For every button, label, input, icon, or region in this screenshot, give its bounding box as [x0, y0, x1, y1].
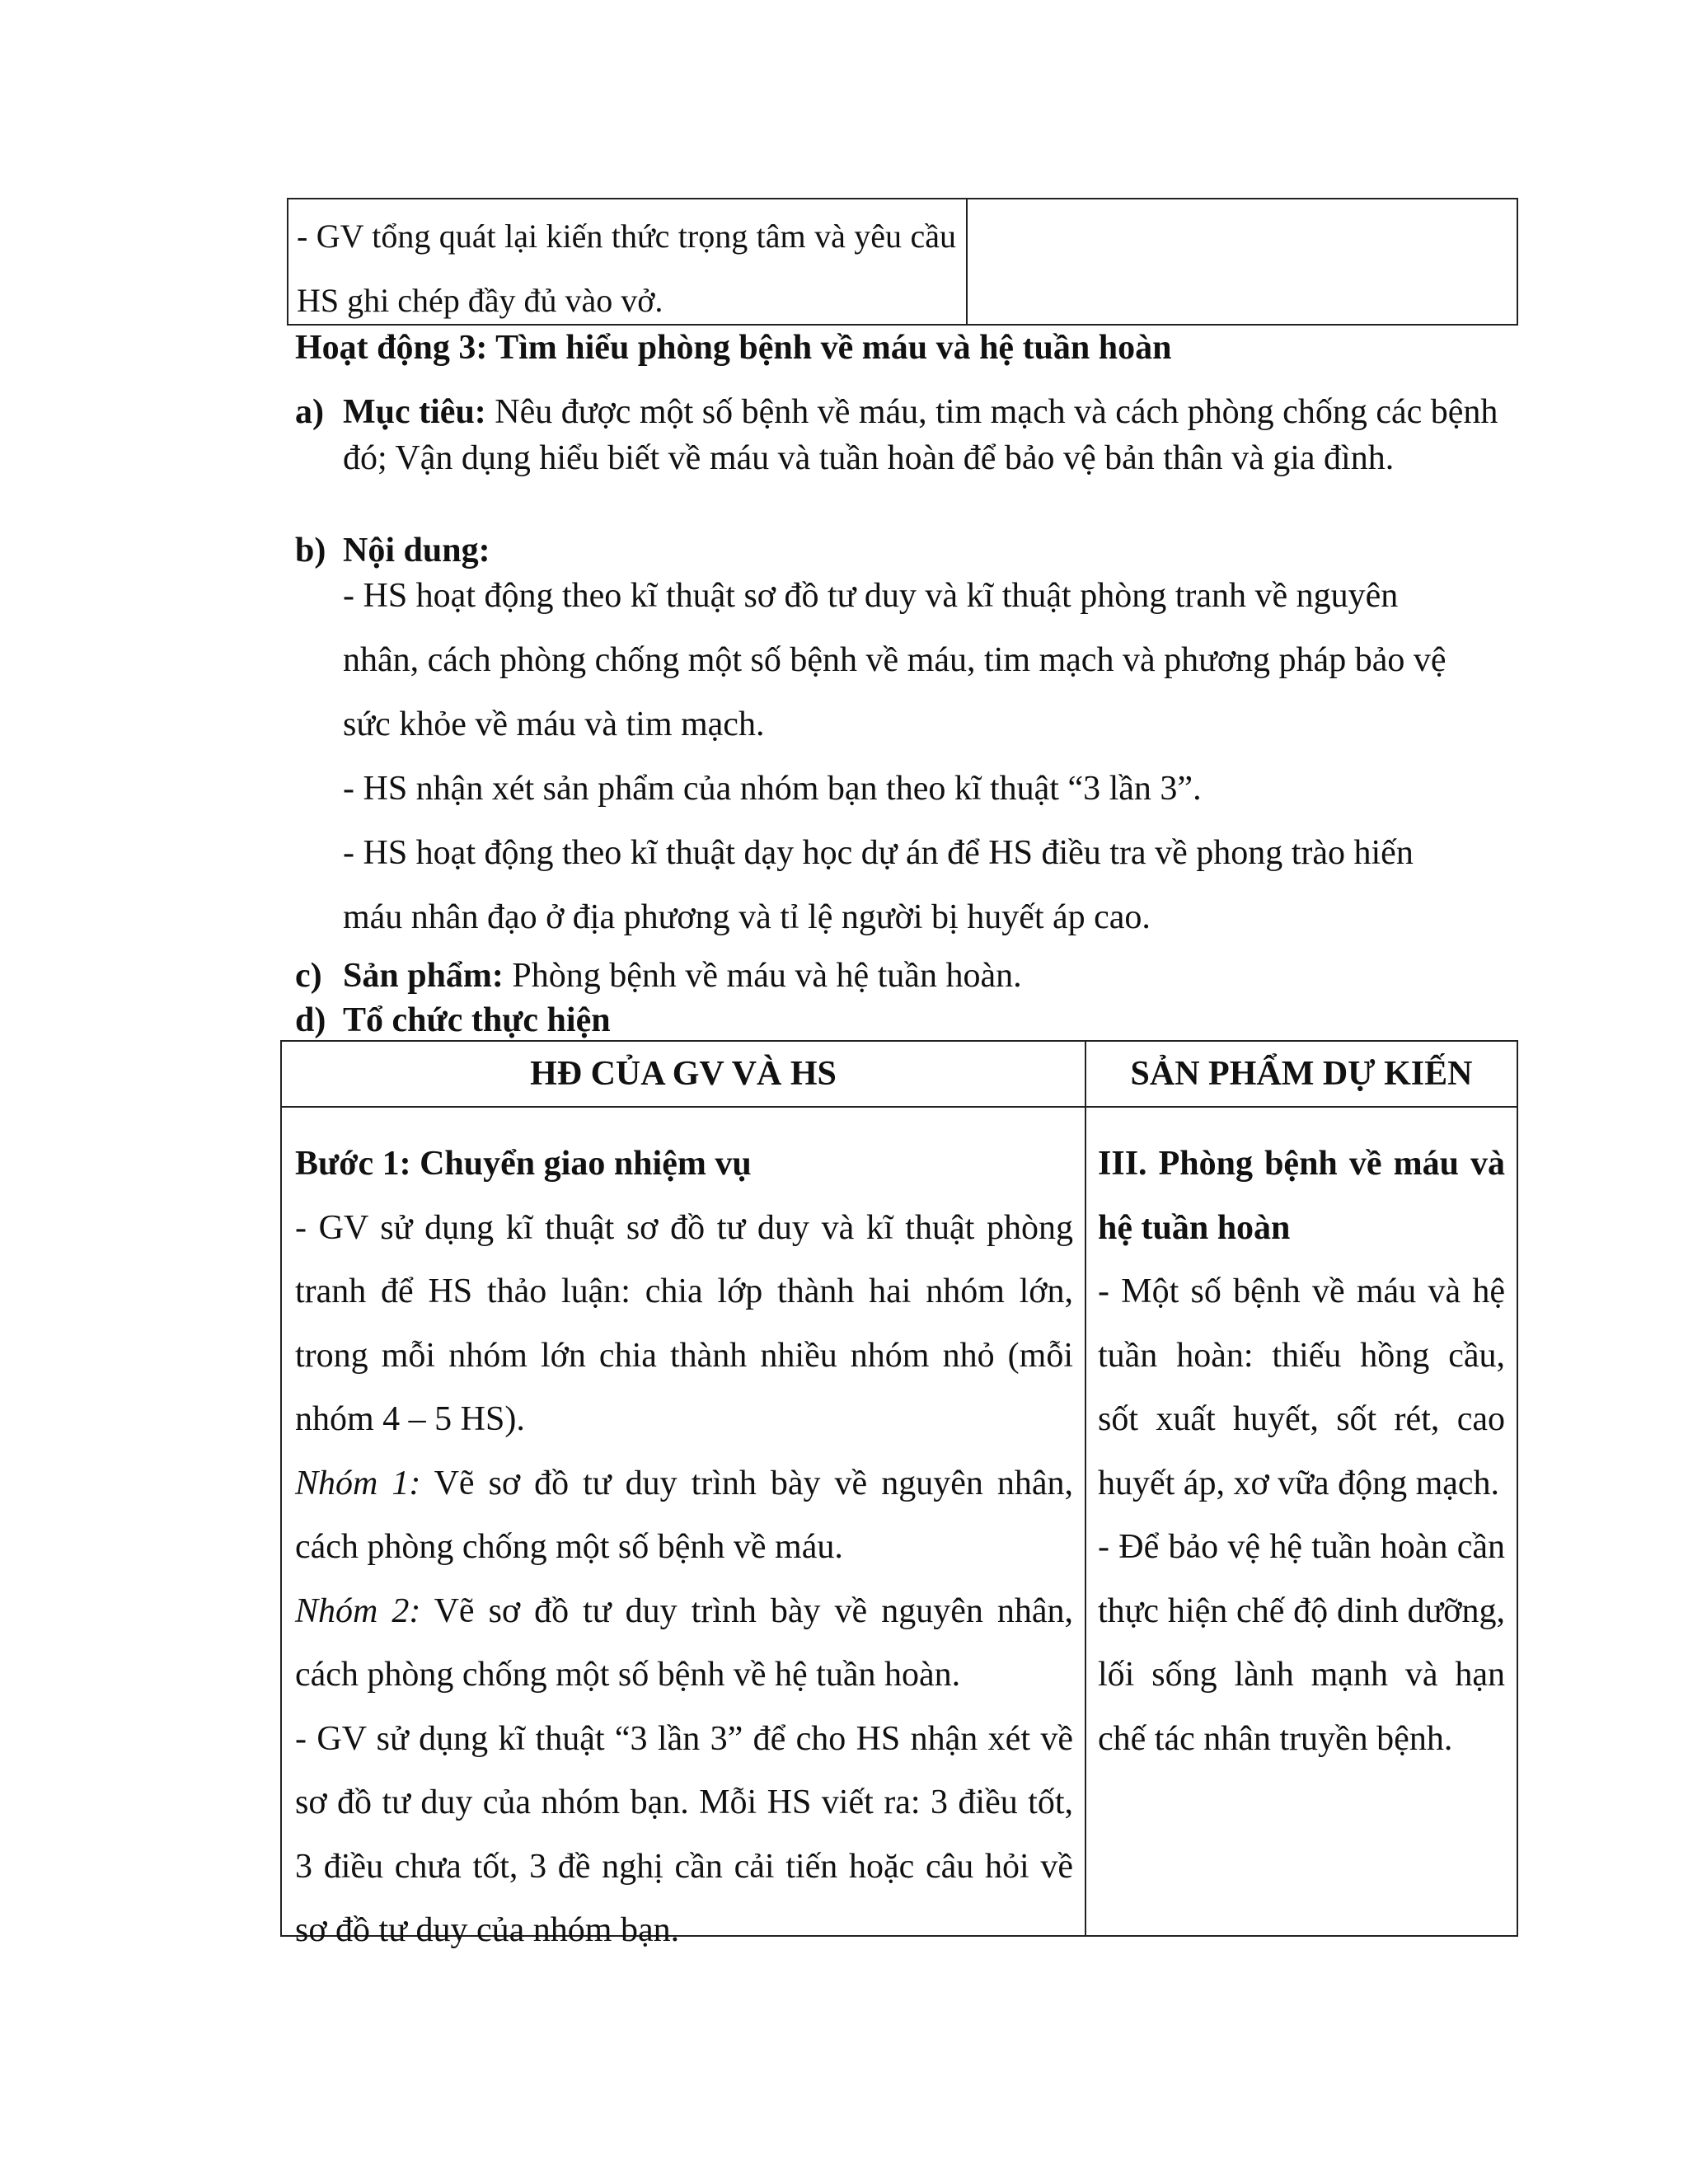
- section-body: [343, 953, 1530, 999]
- table-cell-left: - GV tổng quát lại kiến thức trọng tâm và yêu cầu HS ghi chép đầy đủ vào vở.: [297, 218, 956, 319]
- section-label: Mục tiêu:: [343, 393, 486, 431]
- group-label: Nhóm 1:: [295, 1464, 421, 1502]
- step-title: Bước 1: Chuyển giao nhiệm vụ: [295, 1145, 752, 1183]
- group-task: [295, 1580, 1073, 1708]
- table-header-activities: HĐ CỦA GV VÀ HS: [530, 1055, 837, 1093]
- section-body: [343, 389, 1530, 481]
- activity-paragraph: - GV sử dụng kĩ thuật “3 lần 3” để cho HS nhận xét về sơ đồ tư duy của nhóm bạn. Mỗi HS viết ra: 3 điều tốt, 3 điều chưa tốt, 3 đề nghị cần cải tiến hoặc câu hỏi về sơ đồ tư duy của nhóm bạn.: [295, 1719, 1073, 1949]
- content-bullet: - HS hoạt động theo kĩ thuật sơ đồ tư duy và kĩ thuật phòng tranh về nguyên nhân, cách phòng chống một số bệnh về máu, tim mạch và phương pháp bảo vệ sức khỏe về máu và tim mạch.: [343, 577, 1447, 743]
- section-marker: a): [295, 393, 324, 431]
- section-label: Sản phẩm:: [343, 957, 504, 995]
- group-text: Vẽ sơ đồ tư duy trình bày về nguyên nhân, cách phòng chống một số bệnh về hệ tuần hoàn.: [295, 1591, 1073, 1694]
- continuation-table: [287, 198, 1518, 326]
- table-column-divider: [1085, 1042, 1086, 1935]
- content-bullet: - HS nhận xét sản phẩm của nhóm bạn theo kĩ thuật “3 lần 3”.: [343, 770, 1202, 808]
- group-text: Vẽ sơ đồ tư duy trình bày về nguyên nhân, cách phòng chống một số bệnh về máu.: [295, 1464, 1073, 1566]
- section-label: Nội dung:: [343, 532, 490, 569]
- group-label: Nhóm 2:: [295, 1591, 421, 1630]
- section-marker: c): [295, 957, 322, 995]
- section-text: Phòng bệnh về máu và hệ tuần hoàn.: [512, 957, 1022, 995]
- table-column-divider: [966, 199, 968, 324]
- section-marker: d): [295, 1001, 326, 1039]
- table-header-products: SẢN PHẨM DỰ KIẾN: [1130, 1055, 1473, 1093]
- table-header-divider: [282, 1106, 1517, 1108]
- product-title: III. Phòng bệnh về máu và hệ tuần hoàn: [1098, 1145, 1505, 1247]
- product-paragraph: - Một số bệnh về máu và hệ tuần hoàn: thiếu hồng cầu, sốt xuất huyết, sốt rét, cao huyết áp, xơ vữa động mạch.: [1098, 1272, 1505, 1502]
- products-cell: [1098, 1132, 1505, 1771]
- section-body: [343, 997, 1530, 1043]
- activity-heading: Hoạt động 3: Tìm hiểu phòng bệnh về máu và hệ tuần hoàn: [295, 329, 1172, 367]
- activities-cell: [295, 1132, 1073, 1963]
- activity-table: [280, 1040, 1518, 1949]
- content-bullet: - HS hoạt động theo kĩ thuật dạy học dự án để HS điều tra về phong trào hiến máu nhân đạo ở địa phương và tỉ lệ người bị huyết áp cao.: [343, 834, 1414, 936]
- activity-paragraph: - GV sử dụng kĩ thuật sơ đồ tư duy và kĩ thuật phòng tranh để HS thảo luận: chia lớp thành hai nhóm lớn, trong mỗi nhóm lớn chia thành nhiều nhóm nhỏ (mỗi nhóm 4 – 5 HS).: [295, 1208, 1073, 1438]
- group-task: [295, 1452, 1073, 1580]
- section-label: Tổ chức thực hiện: [343, 1001, 611, 1039]
- section-text: Nêu được một số bệnh về máu, tim mạch và cách phòng chống các bệnh đó; Vận dụng hiểu biết về máu và tuần hoàn để bảo vệ bản thân và gia đình.: [343, 393, 1498, 477]
- product-paragraph: - Để bảo vệ hệ tuần hoàn cần thực hiện chế độ dinh dưỡng, lối sống lành mạnh và hạn chế tác nhân truyền bệnh.: [1098, 1528, 1505, 1758]
- section-marker: b): [295, 532, 326, 569]
